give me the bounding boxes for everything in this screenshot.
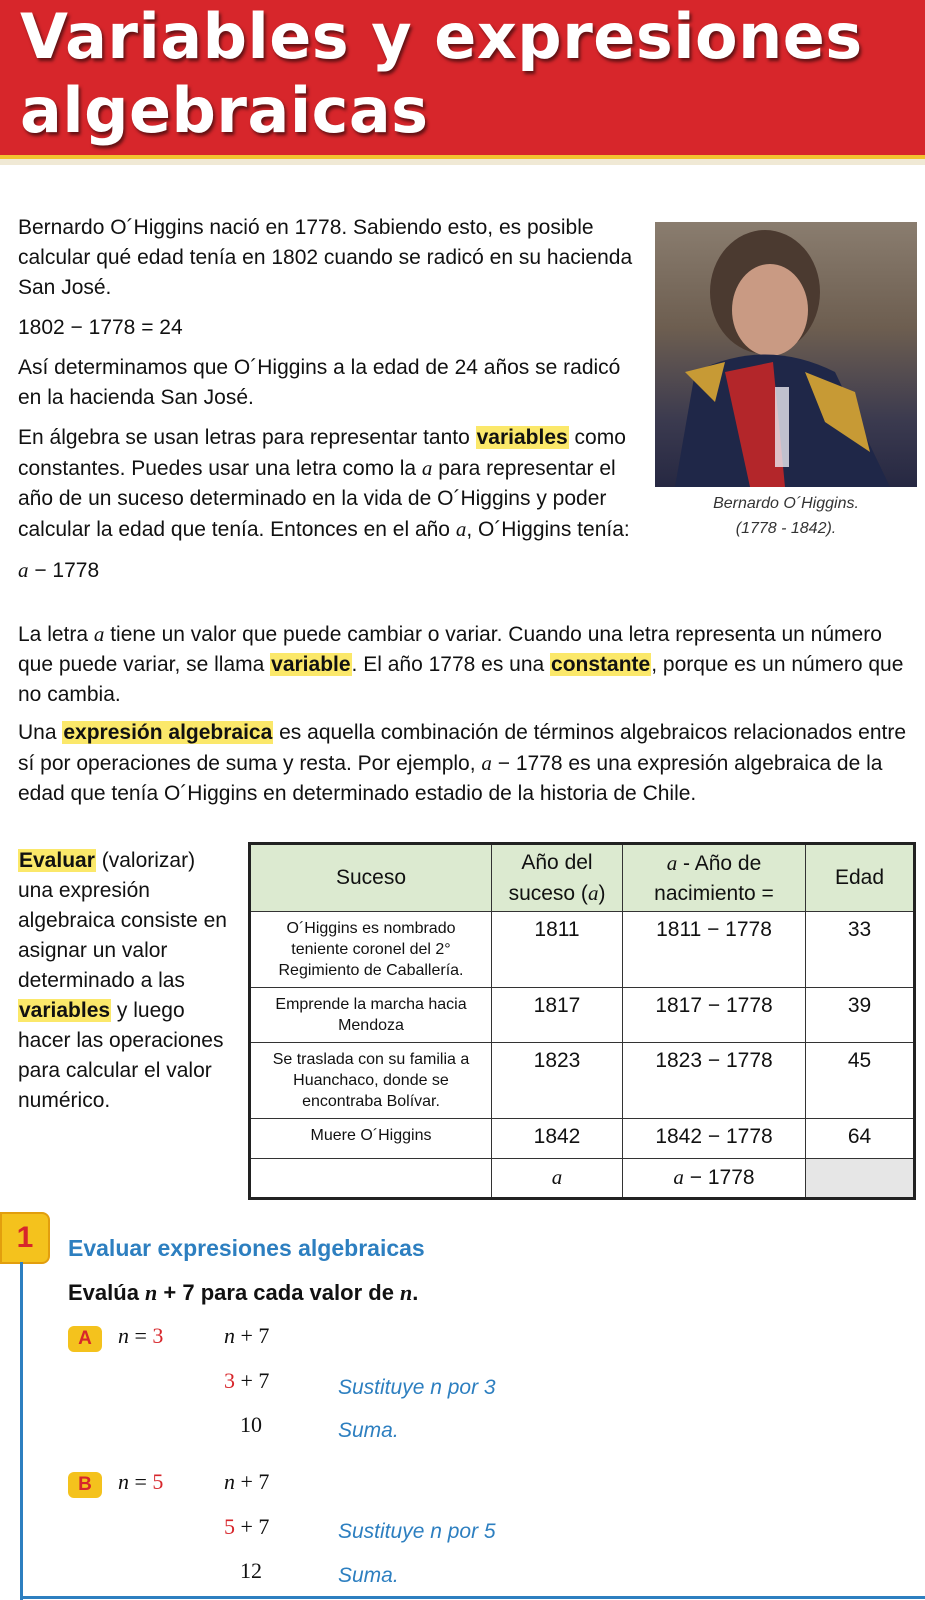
highlight-expresion-algebraica: expresión algebraica: [63, 721, 273, 744]
title-strip: [0, 159, 925, 165]
cell-anio: 1842: [492, 1119, 623, 1159]
highlight-evaluar: Evaluar: [19, 849, 95, 872]
cell-anio: 1811: [492, 912, 623, 988]
table-row: [250, 912, 915, 988]
expression-paragraph: Una expresión algebraica es aquella combinación de términos algebraicos relacionados entre sí por operaciones de suma y resta. Por ejemplo, a − 1778 es una expresión algebraica de la edad que tenía O´Higgins en determinado estadio de la historia de Chile.: [18, 721, 907, 805]
cell-edad-empty: [806, 1159, 915, 1199]
portrait-illustration: [655, 222, 917, 487]
cell-calculo-general: a − 1778: [623, 1159, 806, 1199]
cell-evento: Se traslada con su familia a Huanchaco, donde se encontraba Bolívar.: [250, 1043, 492, 1119]
example-border-horizontal: [20, 1596, 925, 1599]
part-b-expression: n + 7: [224, 1469, 270, 1494]
cell-calculo: 1842 − 1778: [623, 1119, 806, 1159]
part-a-substitution-note: Sustituye n por 3: [338, 1376, 496, 1399]
table-row: [250, 1119, 915, 1159]
highlight-variables: variables: [476, 426, 568, 449]
header-anio: Año del suceso (a): [492, 844, 623, 912]
title-line-2: algebraicas: [20, 74, 429, 147]
cell-anio: 1817: [492, 988, 623, 1043]
cell-evento: Muere O´Higgins: [250, 1119, 492, 1159]
part-b-result-note: Suma.: [338, 1564, 399, 1587]
example-prompt: Evalúa n + 7 para cada valor de n.: [68, 1280, 419, 1305]
variable-paragraph: La letra a tiene un valor que puede cambiar o variar. Cuando una letra representa un número que puede variar, se llama variable. El año 1778 es una constante, porque es un número que no cambia.: [18, 622, 904, 706]
table-row: [250, 988, 915, 1043]
cell-calculo: 1811 − 1778: [623, 912, 806, 988]
cell-evento: O´Higgins es nombrado teniente coronel del 2° Regimiento de Caballería.: [250, 912, 492, 988]
table-header-row: [250, 844, 915, 912]
intro-equation-1: 1802 − 1778 = 24: [18, 316, 183, 339]
header-edad: Edad: [806, 844, 915, 912]
part-a-result-note: Suma.: [338, 1419, 399, 1442]
intro-column: [18, 213, 638, 586]
intro-paragraph-3: En álgebra se usan letras para representar tanto variables como constantes. Puedes usar una letra como la a para representar el año de un suceso determinado en la vida de O´Higgins y poder calcular la edad que tenía. Entonces en el año a, O´Higgins tenía:: [18, 426, 630, 541]
example-title: Evaluar expresiones algebraicas: [68, 1235, 425, 1261]
part-b-given: n = 5: [118, 1469, 164, 1494]
cell-calculo: 1817 − 1778: [623, 988, 806, 1043]
part-b-substitution: 5 + 7: [224, 1514, 270, 1539]
table-row-general: [250, 1159, 915, 1199]
cell-edad: 33: [806, 912, 915, 988]
header-calculo: a - Año de nacimiento =: [623, 844, 806, 912]
table-row: [250, 1043, 915, 1119]
portrait-caption: Bernardo O´Higgins. (1778 - 1842).: [713, 495, 859, 537]
part-a-result: 10: [240, 1412, 262, 1437]
part-a-expression: n + 7: [224, 1323, 270, 1348]
intro-paragraph-2: Así determinamos que O´Higgins a la edad de 24 años se radicó en la hacienda San José.: [18, 356, 621, 409]
part-b-result: 12: [240, 1558, 262, 1583]
evaluar-paragraph: Evaluar (valorizar) una expresión algebraica consiste en asignar un valor determinado a las variables y luego hacer las operaciones para calcular el valor numérico.: [18, 849, 227, 1112]
ohiggins-table: [248, 842, 916, 1200]
intro-equation-2: a − 1778: [18, 558, 100, 582]
example-border-vertical: [20, 1262, 23, 1600]
cell-evento: Emprende la marcha hacia Mendoza: [250, 988, 492, 1043]
cell-edad: 45: [806, 1043, 915, 1119]
title-line-1: Variables y expresiones: [20, 0, 863, 73]
part-a-label: A: [68, 1326, 102, 1352]
cell-evento-empty: [250, 1159, 492, 1199]
part-a-substitution: 3 + 7: [224, 1368, 270, 1393]
cell-anio-general: a: [492, 1159, 623, 1199]
part-b-substitution-note: Sustituye n por 5: [338, 1520, 496, 1543]
highlight-constante: constante: [551, 653, 651, 676]
part-a-given: n = 3: [118, 1323, 164, 1348]
cell-calculo: 1823 − 1778: [623, 1043, 806, 1119]
example-number-tab: 1: [0, 1212, 50, 1264]
cell-edad: 64: [806, 1119, 915, 1159]
header-suceso: Suceso: [250, 844, 492, 912]
page-title: [20, 0, 863, 148]
intro-paragraph-1: Bernardo O´Higgins nació en 1778. Sabiendo esto, es posible calcular qué edad tenía en 1802 cuando se radicó en su hacienda San José.: [18, 216, 633, 299]
highlight-variables-2: variables: [19, 999, 111, 1022]
part-b-label: B: [68, 1472, 102, 1498]
cell-edad: 39: [806, 988, 915, 1043]
ohiggins-portrait: [655, 222, 917, 487]
highlight-variable: variable: [271, 653, 351, 676]
cell-anio: 1823: [492, 1043, 623, 1119]
